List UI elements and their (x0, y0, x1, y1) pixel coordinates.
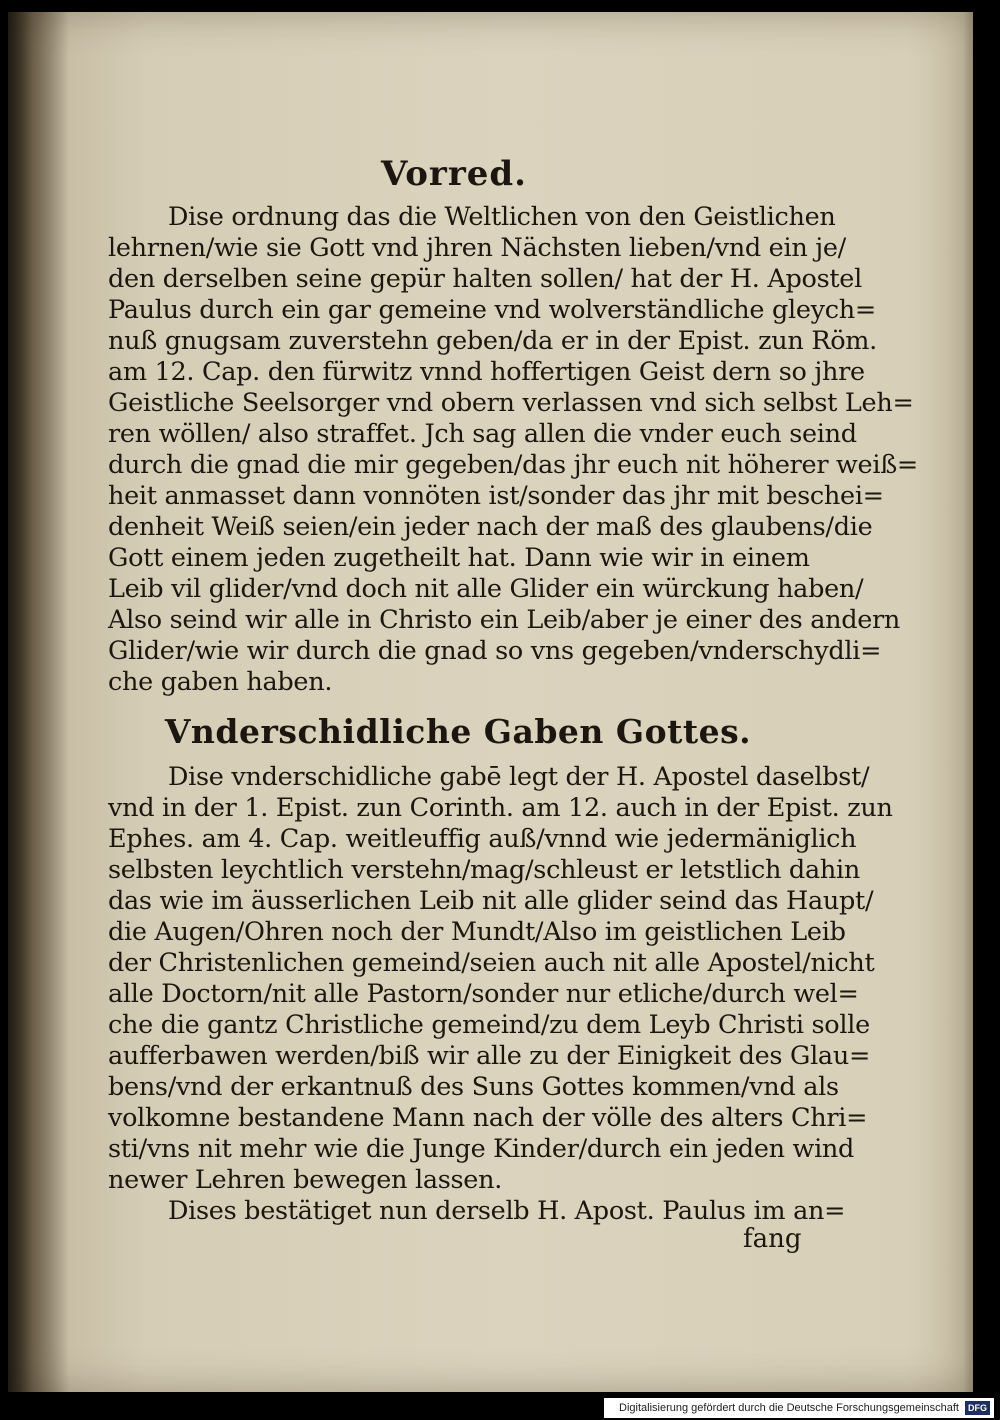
book-page (8, 12, 973, 1392)
text-line: Also seind wir alle in Christo ein Leib/aber je einer des andern (108, 605, 901, 635)
page-heading: Vorred. (380, 154, 527, 194)
text-line: aufferbawen werden/biß wir alle zu der Einigkeit des Glau= (108, 1041, 871, 1071)
text-line: am 12. Cap. den fürwitz vnnd hoffertigen Geist dern so jhre (108, 357, 865, 387)
text-line: newer Lehren bewegen lassen. (108, 1165, 503, 1195)
text-line: die Augen/Ohren noch der Mundt/Also im geistlichen Leib (108, 917, 846, 947)
text-line: das wie im äusserlichen Leib nit alle glider seind das Haupt/ (108, 886, 874, 916)
text-line: selbsten leychtlich verstehn/mag/schleust er letstlich dahin (108, 855, 860, 885)
text-line: volkomne bestandene Mann nach der völle des alters Chri= (108, 1103, 868, 1133)
text-line: lehrnen/wie sie Gott vnd jhren Nächsten lieben/vnd ein je/ (108, 233, 846, 263)
text-line: Dise ordnung das die Weltlichen von den Geistlichen (168, 202, 836, 232)
text-line: che gaben haben. (108, 667, 333, 697)
text-line: nuß gnugsam zuverstehn geben/da er in der Epist. zun Röm. (108, 326, 877, 356)
text-block (108, 152, 919, 1227)
text-line: der Christenlichen gemeind/seien auch nit alle Apostel/nicht (108, 948, 875, 978)
text-line: Dise vnderschidliche gabē legt der H. Apostel daselbst/ (168, 762, 870, 792)
text-line: Gott einem jeden zugetheilt hat. Dann wie wir in einem (108, 543, 810, 573)
text-line: sti/vns nit mehr wie die Junge Kinder/durch ein jeden wind (108, 1134, 855, 1164)
paragraph-1 (108, 202, 919, 698)
dfg-logo: DFG (965, 1401, 990, 1415)
catchword: fang (743, 1224, 802, 1254)
text-line: denheit Weiß seien/ein jeder nach der maß des glaubens/die (108, 512, 873, 542)
text-line: ren wöllen/ also straffet. Jch sag allen die vnder euch seind (108, 419, 857, 449)
section-heading: Vnderschidliche Gaben Gottes. (164, 712, 752, 751)
text-line: bens/vnd der erkantnuß des Suns Gottes kommen/vnd als (108, 1072, 839, 1102)
text-line: Geistliche Seelsorger vnd obern verlassen vnd sich selbst Leh= (108, 388, 914, 418)
text-line: che die gantz Christliche gemeind/zu dem Leyb Christi solle (108, 1010, 870, 1040)
text-line: den derselben seine gepür halten sollen/ hat der H. Apostel (108, 264, 862, 294)
text-line: Glider/wie wir durch die gnad so vns gegeben/vnderschydli= (108, 636, 882, 666)
text-line: vnd in der 1. Epist. zun Corinth. am 12. auch in der Epist. zun (108, 793, 893, 823)
footer-text: Digitalisierung gefördert durch die Deutsche Forschungsgemeinschaft (619, 1402, 959, 1414)
text-line: Paulus durch ein gar gemeine vnd wolverständliche gleych= (108, 295, 876, 325)
text-line: Leib vil glider/vnd doch nit alle Glider ein würckung haben/ (108, 574, 864, 604)
text-line: alle Doctorn/nit alle Pastorn/sonder nur etliche/durch wel= (108, 979, 859, 1009)
text-line: Dises bestätiget nun derselb H. Apost. Paulus im an= (168, 1196, 846, 1226)
text-line: heit anmasset dann vonnöten ist/sonder das jhr mit beschei= (108, 481, 884, 511)
text-line: Ephes. am 4. Cap. weitleuffig auß/vnnd wie jedermäniglich (108, 824, 857, 854)
footer-credit (604, 1398, 994, 1418)
paragraph-2 (108, 762, 893, 1227)
text-line: durch die gnad die mir gegeben/das jhr euch nit höherer weiß= (108, 450, 919, 480)
